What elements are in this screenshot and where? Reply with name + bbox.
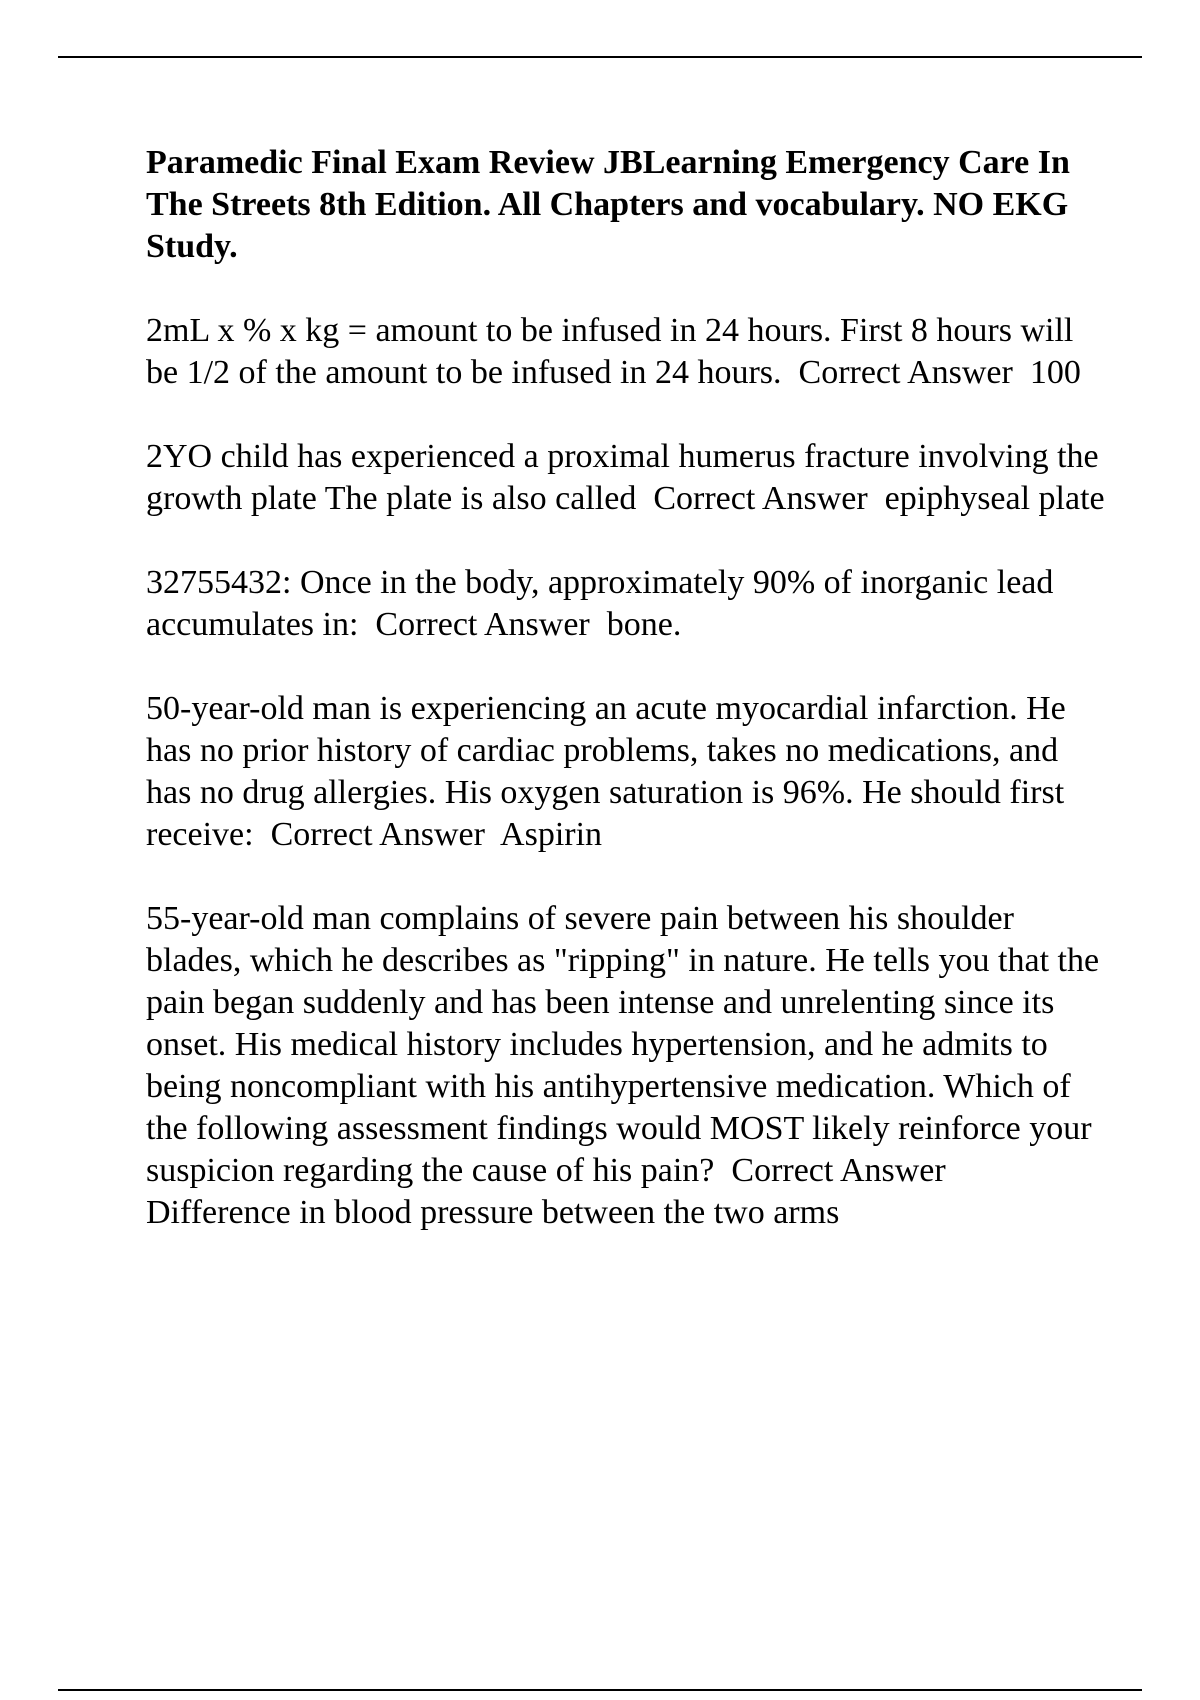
question-text: 2mL x % x kg = amount to be infused in 24 hours. First 8 hours will be 1/2 of the amount to be infused in 24 hours. [146,312,1082,391]
answer-text: Aspirin [500,816,603,853]
top-divider [58,56,1142,58]
bottom-divider [58,1689,1142,1691]
answer-label: Correct Answer [798,354,1013,391]
answer-label: Correct Answer [375,606,590,643]
question-text: 50-year-old man is experiencing an acute myocardial infarction. He has no prior history of cardiac problems, takes no medications, and has no drug allergies. His oxygen saturation is 96%. He should first receive: [146,690,1075,853]
question-text: 55-year-old man complains of severe pain between his shoulder blades, which he describes as "ripping" in nature. He tells you that the pain began suddenly and has been intense and unrelenting since its onset. His medical history includes hypertension, and he admits to being noncompliant with his antihypertensive medication. Which of the following assessment findings would MOST likely reinforce your suspicion regarding the cause of his pain? [146,900,1108,1189]
answer-text: Difference in blood pressure between the two arms [146,1194,840,1231]
answer-text: 100 [1029,354,1081,391]
document-body [146,142,1106,1276]
answer-text: epiphyseal plate [884,480,1105,517]
qa-entry-1 [146,310,1106,394]
question-text: 32755432: Once in the body, approximately 90% of inorganic lead accumulates in: [146,564,1062,643]
document-title: Paramedic Final Exam Review JBLearning Emergency Care In The Streets 8th Edition. All Chapters and vocabulary. NO EKG Study. [146,144,1070,265]
question-text: 2YO child has experienced a proximal humerus fracture involving the growth plate The plate is also called [146,438,1108,517]
qa-entry-5 [146,898,1106,1234]
qa-entry-2 [146,436,1106,520]
qa-entry-3 [146,562,1106,646]
answer-label: Correct Answer [731,1152,946,1189]
qa-entry-4 [146,688,1106,856]
answer-label: Correct Answer [653,480,868,517]
answer-label: Correct Answer [270,816,485,853]
answer-text: bone. [606,606,682,643]
